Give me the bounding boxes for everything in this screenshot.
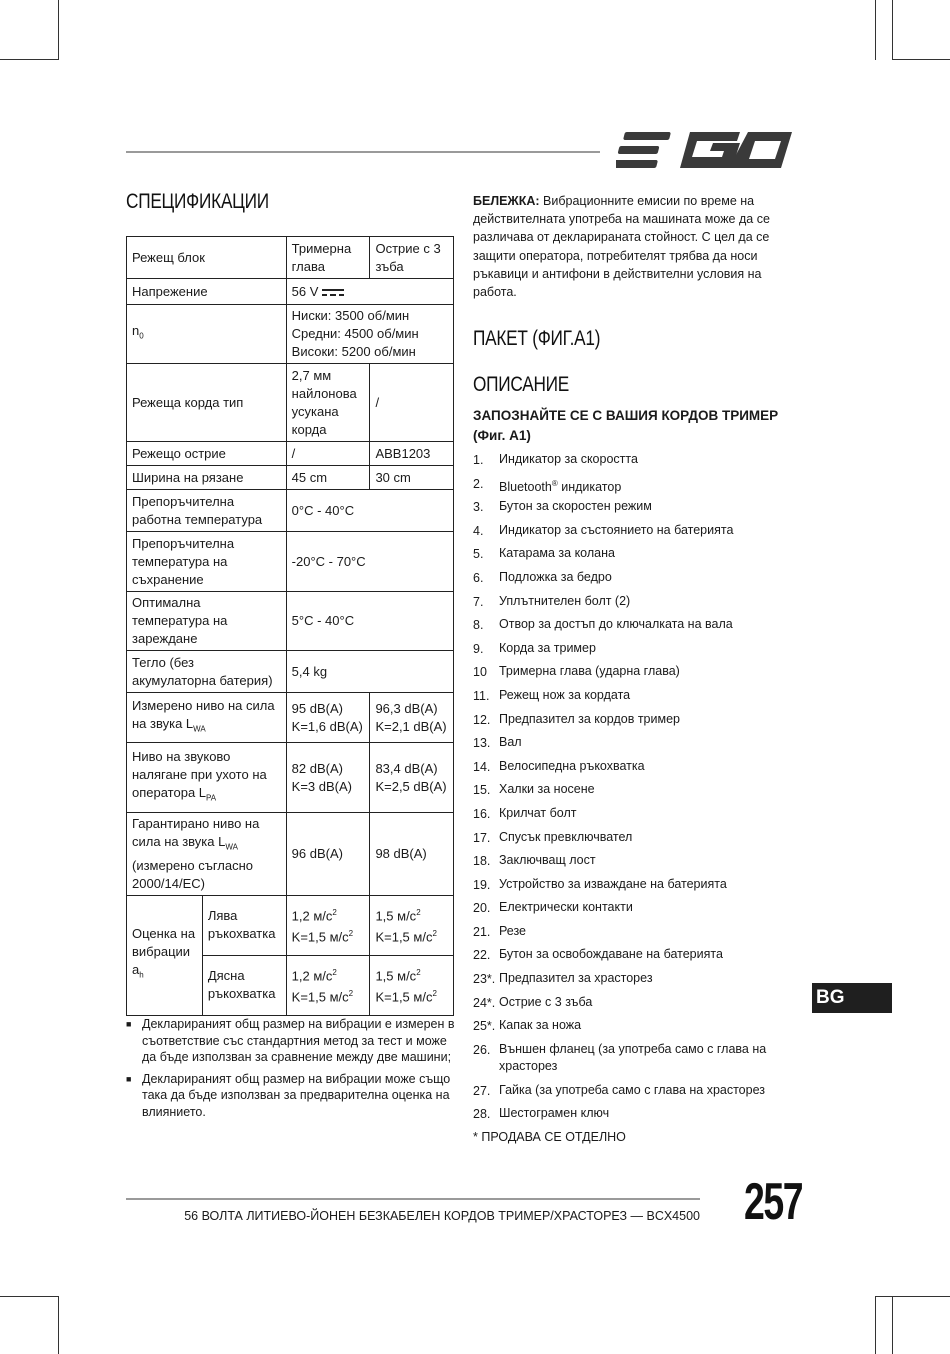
list-item (473, 829, 793, 853)
crop-mark (58, 0, 59, 60)
list-item-label: Капак за ножа (499, 1018, 582, 1033)
know-your-trimmer-heading: ЗАПОЗНАЙТЕ СЕ С ВАШИЯ КОРДОВ ТРИМЕР (Фиг. А1) (473, 408, 779, 443)
list-item (473, 899, 793, 923)
spec-label: Гарантирано ниво на сила на звука $L_{WA}$ (измерено съгласно 2000/14/EC) (127, 813, 287, 896)
list-item-number: 4. (473, 523, 484, 538)
list-item (473, 663, 793, 687)
crop-mark (875, 1296, 876, 1354)
package-title: ПАКЕТ (ФИГ.А1) (473, 327, 601, 350)
crop-mark (892, 0, 893, 60)
page-number: 257 (744, 1173, 803, 1231)
spec-label: Тегло (без акумулаторна батерия) (127, 651, 287, 693)
list-item-number: 20. (473, 901, 491, 916)
list-item-number: 15. (473, 783, 491, 798)
list-item-number: 1. (473, 453, 484, 467)
crop-mark (58, 1296, 59, 1354)
list-item-number: 7. (473, 594, 484, 609)
list-item (473, 852, 793, 876)
list-item (473, 451, 793, 475)
list-item (473, 758, 793, 782)
table-row (127, 693, 454, 743)
list-item-label: Халки за носене (499, 782, 595, 797)
spec-value: 1,2 $м/с^2$ K=1,5 $м/с^2$ (286, 955, 370, 1015)
bullet-square-icon: ■ (126, 1073, 132, 1084)
list-item-label: Индикатор за скоростта (499, 452, 638, 466)
list-item: ■ Декларираният общ размер на вибрации е измерен в съответствие със стандартния метод за тест и може да бъде използван за сравнение между две машини; (126, 1017, 455, 1064)
crop-mark (0, 59, 58, 60)
list-item (473, 923, 793, 947)
list-item-number: 13. (473, 736, 491, 751)
list-item-label: Уплътнителен болт (2) (499, 593, 631, 608)
list-item-number: 2. (473, 476, 484, 491)
list-item-label: Предпазител за храсторез (499, 971, 653, 986)
list-item-label: Външен фланец (за употреба само с глава на храсторез (499, 1041, 767, 1073)
vibration-note: БЕЛЕЖКА: Вибрационните емисии по време на действителната употреба на машината може да се различава от декларираната стойност. С цел да се защити оператора, потребителят трябва да носи ръкавици и антифони в действителни условия на работа. (473, 194, 770, 300)
list-item-number: 6. (473, 570, 484, 585)
list-item (473, 711, 793, 735)
list-item-label: Резе (499, 923, 527, 938)
spec-sublabel: Дясна ръкохватка (202, 955, 286, 1015)
list-item-number: 28. (473, 1107, 491, 1122)
spec-value: Ниски: 3500 об/мин Средни: 4500 об/мин Високи: 5200 об/мин (286, 305, 453, 364)
table-row (127, 364, 454, 442)
list-item (473, 781, 793, 805)
list-item (473, 1017, 793, 1041)
list-item-label: Бутон за освобождаване на батерията (499, 947, 723, 962)
list-item-label: Гайка (за употреба само с глава на храсторез (499, 1082, 765, 1097)
list-item-number: 23*. (473, 972, 496, 987)
crop-mark (892, 59, 950, 60)
spec-value: -20°C - 70°C (286, 532, 453, 592)
bullet-square-icon: ■ (126, 1019, 132, 1029)
list-item-number: 12. (473, 712, 491, 727)
list-item (473, 994, 793, 1018)
list-item-number: 11. (473, 688, 490, 703)
spec-label: Оптимална температура на зареждане (127, 592, 287, 651)
spec-label: Препоръчителна температура на съхранение (127, 532, 287, 592)
header-rule (126, 151, 600, 153)
table-row (127, 490, 454, 532)
list-item-label: Корда за тример (499, 640, 596, 655)
ego-logo (616, 128, 800, 174)
crop-mark (0, 1296, 58, 1297)
table-row (127, 305, 454, 364)
spec-label: Напрежение (127, 279, 287, 305)
list-item-number: 24*. (473, 995, 496, 1010)
spec-sublabel: Лява ръкохватка (202, 895, 286, 955)
spec-value: 96,3 dB(A) K=2,1 dB(A) (370, 693, 454, 743)
spec-value: / (370, 364, 454, 442)
table-row (127, 651, 454, 693)
list-item (473, 734, 793, 758)
list-item-number: 14. (473, 759, 491, 774)
list-item (473, 593, 793, 617)
spec-label: Оценка на вибрации $a_h$ (127, 895, 203, 1015)
footer-text: 56 ВОЛТА ЛИТИЕВО-ЙОНЕН БЕЗКАБЕЛЕН КОРДОВ ТРИМЕР/ХРАСТОРЕЗ — BCX4500 (184, 1209, 700, 1223)
list-item-number: 3. (473, 500, 484, 515)
list-item-label: Крилчат болт (499, 805, 577, 820)
spec-label: Режещо острие (127, 442, 287, 466)
list-item-label: Бутон за скоростен режим (499, 499, 652, 514)
spec-label: $n_0$ (127, 305, 287, 364)
list-item (473, 522, 793, 546)
spec-label: Измерено ниво на сила на звука $L_{WA}$ (127, 693, 287, 743)
list-item-label: Заключващ лост (499, 853, 596, 868)
list-item-label: Предпазител за кордов тример (499, 711, 680, 726)
list-item-label: Катарама за колана (499, 546, 615, 561)
spec-value: 82 dB(A) K=3 dB(A) (286, 743, 370, 813)
spec-value: 2,7 мм найлонова усукана корда (286, 364, 370, 442)
list-item-number: 18. (473, 854, 491, 869)
spec-value: 5,4 kg (286, 651, 453, 693)
dc-symbol-icon (322, 288, 344, 297)
crop-mark (892, 1296, 893, 1354)
spec-label: Режеща корда тип (127, 364, 287, 442)
spec-value: 56 V (286, 279, 453, 305)
list-item-number: 8. (473, 618, 484, 633)
list-item (473, 1041, 793, 1082)
list-item (473, 1082, 793, 1106)
list-item (473, 640, 793, 664)
list-item-label: Вал (499, 735, 522, 750)
spec-value: 5°C - 40°C (286, 592, 453, 651)
list-item (473, 970, 793, 994)
list-item-label: Велосипедна ръкохватка (499, 758, 645, 773)
list-item-number: 25*. (473, 1019, 496, 1034)
spec-value: Тримерна глава (286, 237, 370, 279)
table-row (127, 279, 454, 305)
spec-notes (126, 1016, 456, 1125)
spec-value: 1,5 $м/с^2$ K=1,5 $м/с^2$ (370, 895, 454, 955)
list-item-number: 21. (473, 924, 491, 939)
list-item (473, 687, 793, 711)
list-item-label: Bluetooth® индикатор (499, 478, 622, 494)
spec-label: Препоръчителна работна температура (127, 490, 287, 532)
spec-value: 45 cm (286, 466, 370, 490)
table-row (127, 442, 454, 466)
list-item-number: 27. (473, 1083, 491, 1098)
list-item-label: Отвор за достъп до ключалката на вала (499, 617, 733, 632)
list-item (473, 616, 793, 640)
list-item: ■ Декларираният общ размер на вибрации може също така да бъде използван за предварителна оценка на влиянието. (126, 1071, 451, 1119)
spec-value: 96 dB(A) (286, 813, 370, 896)
list-item-number: 19. (473, 877, 491, 892)
list-item-label: Индикатор за състоянието на батерията (499, 522, 734, 537)
list-item-label: Електрически контакти (499, 900, 633, 915)
description-title: ОПИСАНИЕ (473, 373, 570, 396)
list-item (473, 498, 793, 522)
footer-rule (126, 1198, 700, 1200)
table-row (127, 466, 454, 490)
spec-value: 95 dB(A) K=1,6 dB(A) (286, 693, 370, 743)
list-item-label: Острие с 3 зъба (499, 994, 593, 1009)
list-item-number: 10 (473, 665, 487, 680)
list-item-number: 5. (473, 547, 484, 562)
language-tab: BG (812, 983, 892, 1013)
list-item-label: Подложка за бедро (499, 569, 612, 584)
list-item-label: Режещ нож за кордата (499, 687, 631, 702)
spec-value: ABB1203 (370, 442, 454, 466)
table-row (127, 592, 454, 651)
specs-title: СПЕЦИФИКАЦИИ (126, 190, 269, 213)
spec-value: 1,2 $м/с^2$ K=1,5 $м/с^2$ (286, 895, 370, 955)
list-item-label: Спусък превключвател (499, 829, 633, 844)
specs-table (126, 236, 454, 1016)
list-item-number: 9. (473, 641, 484, 656)
table-row (127, 895, 454, 955)
table-row (127, 813, 454, 896)
list-item-number: 22. (473, 948, 491, 963)
list-item-label: Тримерна глава (ударна глава) (499, 664, 680, 679)
table-row (127, 743, 454, 813)
spec-value: 83,4 dB(A) K=2,5 dB(A) (370, 743, 454, 813)
list-item (473, 876, 793, 900)
spec-value: 30 cm (370, 466, 454, 490)
list-item (473, 946, 793, 970)
spec-value: / (286, 442, 370, 466)
spec-label: Ширина на рязане (127, 466, 287, 490)
sold-separately-note: * ПРОДАВА СЕ ОТДЕЛНО (473, 1130, 626, 1144)
spec-value: 98 dB(A) (370, 813, 454, 896)
list-item-label: Шестограмен ключ (499, 1106, 610, 1121)
list-item-number: 17. (473, 830, 491, 845)
list-item (473, 1105, 793, 1129)
list-item-label: Устройство за изваждане на батерията (499, 876, 727, 891)
spec-value: Острие с 3 зъба (370, 237, 454, 279)
list-item (473, 569, 793, 593)
crop-mark (875, 0, 876, 60)
list-item (473, 545, 793, 569)
parts-list (473, 451, 793, 1129)
spec-label: Ниво на звуково налягане при ухото на оператора $L_{PA}$ (127, 743, 287, 813)
list-item (473, 475, 793, 499)
crop-mark (875, 1296, 950, 1297)
table-row (127, 237, 454, 279)
table-row (127, 532, 454, 592)
list-item-number: 16. (473, 806, 491, 821)
list-item (473, 805, 793, 829)
spec-label: Режещ блок (127, 237, 287, 279)
spec-value: 1,5 $м/с^2$ K=1,5 $м/с^2$ (370, 955, 454, 1015)
list-item-number: 26. (473, 1042, 491, 1057)
spec-value: 0°C - 40°C (286, 490, 453, 532)
